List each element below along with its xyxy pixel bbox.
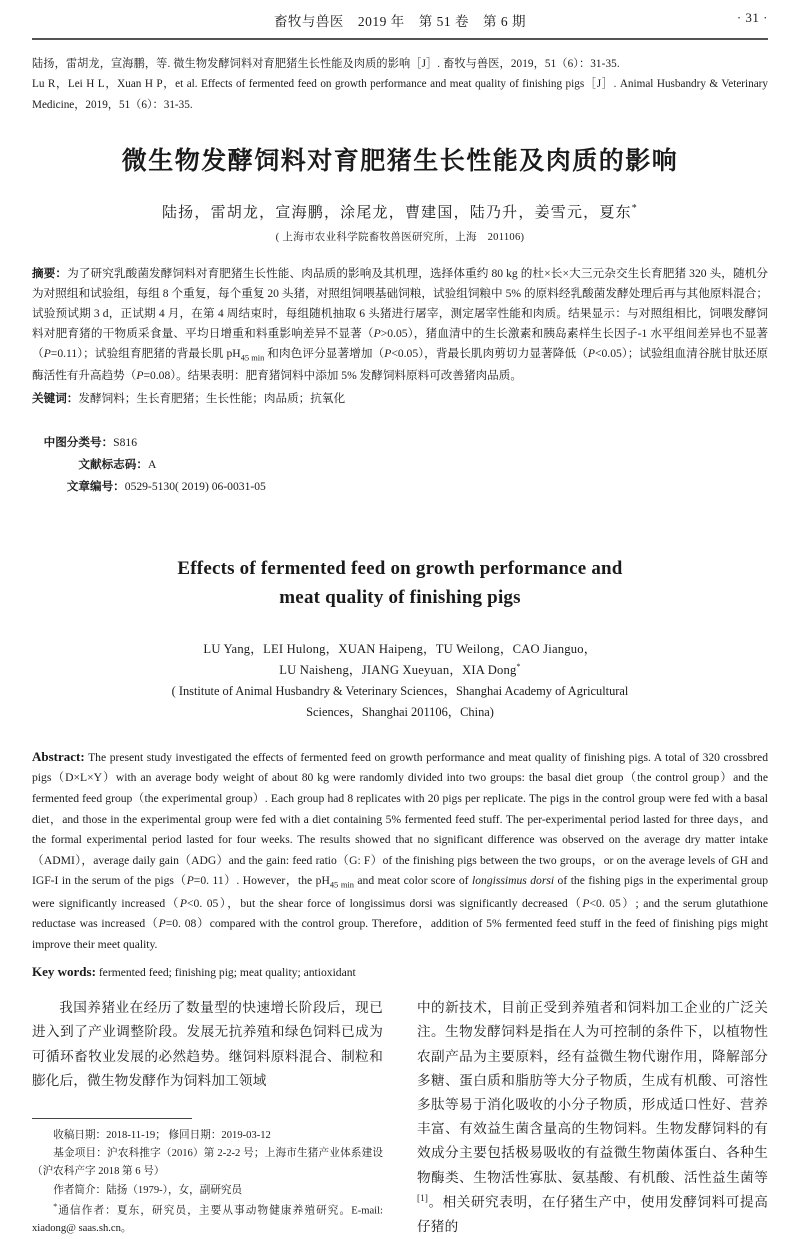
article-title-english-line2: meat quality of finishing pigs bbox=[279, 587, 521, 609]
abstract-english-stat4: P bbox=[158, 917, 166, 931]
corresponding-author-value: 夏东，研究员，主要从事动物健康养殖研究。E-mail: xiadong@ saas.sh.cn。 bbox=[32, 1205, 384, 1235]
abstract-chinese-p3: =0.11）；试验组育肥猪的背最长肌 pH bbox=[50, 346, 241, 360]
keywords-chinese-value: 发酵饲料；生长育肥猪；生长性能；肉品质；抗氧化 bbox=[78, 391, 346, 405]
abstract-english-stat2: P bbox=[179, 896, 187, 910]
abstract-chinese-label: 摘要： bbox=[32, 267, 68, 281]
classification-line bbox=[32, 410, 768, 520]
body-paragraph-right-p1: 中的新技术，目前正受到养殖者和饲料加工企业的广泛关注。生物发酵饲料是指在人为可控制的条件下，以植物性农副产品为主要原料，经有益微生物代谢作用，降解部分多糖、蛋白质和脂肪等大分子物质，生成有机酸、可溶性多肽等易于消化吸收的小分子物质，形成适口性好、营养丰富、有效益生菌含量高的生物饲料。生物发酵饲料的有效成分主要包括极易吸收的有益微生物菌体蛋白、各种生物酶类、生物活性寡肽、氨基酸、有机酸、活性益生菌等 bbox=[417, 1000, 768, 1185]
author-bio-value: 陆扬（1979-），女，副研究员 bbox=[106, 1184, 243, 1196]
citation-english: Lu R，Lei H L，Xuan H P，et al. Effects of fermented feed on growth performance and meat quality of finishing pigs［J］. Animal Husbandry & Veterinary Medicine，2019，51（6）：31-35. bbox=[32, 78, 768, 111]
fund-label: 基金项目： bbox=[53, 1148, 108, 1160]
keywords-chinese bbox=[32, 388, 768, 410]
abstract-chinese-p5: <0.05），背最长肌肉剪切力显著降低（ bbox=[391, 346, 588, 360]
abstract-chinese-stat5: P bbox=[136, 368, 144, 382]
footnote-received-date bbox=[32, 1127, 383, 1145]
reference-marker-1: [1] bbox=[417, 1192, 429, 1203]
received-date-value: 2018-11-19； bbox=[106, 1129, 166, 1141]
abstract-chinese bbox=[32, 264, 768, 385]
affiliation-english bbox=[32, 681, 768, 723]
abstract-chinese-stat1: P bbox=[373, 326, 381, 340]
received-date-label: 收稿日期： bbox=[53, 1129, 107, 1141]
body-text-right bbox=[417, 996, 768, 1238]
abstract-chinese-stat4: P bbox=[587, 346, 595, 360]
authors-english-line1: LU Yang，LEI Hulong，XUAN Haipeng，TU Weilong，CAO Jianguo， bbox=[203, 641, 597, 656]
authors-chinese-names: 陆扬，雷胡龙，宣海鹏，涂尾龙，曹建国，陆乃升，姜雪元，夏东 bbox=[161, 205, 632, 222]
body-columns bbox=[32, 996, 768, 1238]
running-head bbox=[32, 10, 768, 34]
body-column-right bbox=[417, 996, 768, 1238]
keywords-english-label: Key words: bbox=[32, 963, 96, 979]
clc-value: S816 bbox=[113, 435, 138, 449]
keywords-chinese-label: 关键词： bbox=[32, 391, 79, 405]
abstract-chinese-p7: =0.08）。结果表明：肥育猪饲料中添加 5% 发酵饲料原料可改善猪肉品质。 bbox=[143, 368, 522, 382]
abstract-english-p2: =0. 11）. However，the pH bbox=[193, 874, 330, 888]
body-paragraph-right-p2: 。相关研究表明，在仔猪生产中，使用发酵饲料可提高仔猪的 bbox=[417, 1194, 768, 1234]
revised-date-label: 修回日期： bbox=[168, 1129, 222, 1141]
keywords-english-value: fermented feed; finishing pig; meat quality; antioxidant bbox=[95, 965, 356, 979]
article-title-chinese: 微生物发酵饲料对育肥猪生长性能及肉质的影响 bbox=[121, 146, 679, 176]
fund-value: 沪农科推字（2016）第 2-2-2 号；上海市生猪产业体系建设（沪农科产字 2018 第 6 号） bbox=[32, 1148, 384, 1178]
authors-english bbox=[32, 639, 768, 682]
article-id-label: 文章编号： bbox=[66, 479, 125, 493]
footnote-fund bbox=[32, 1145, 383, 1181]
document-code-value: A bbox=[147, 457, 157, 471]
abstract-chinese-p2: >0.05），猪血清中的生长激素和胰岛素样生长因子-1 水平组间差异也不显著（ bbox=[32, 326, 768, 360]
keywords-english bbox=[32, 960, 768, 985]
page-number: · 31 · bbox=[736, 10, 768, 25]
abstract-english-stat3: P bbox=[582, 896, 590, 910]
abstract-english-p7: =0. 08）compared with the control group. Therefore，addition of 5% fermented feed stuff in the feed of finishing pigs might improve their meet quality. bbox=[32, 917, 768, 951]
abstract-english-label: Abstract: bbox=[32, 748, 85, 764]
journal-issue-line: 畜牧与兽医 2019 年 第 51 卷 第 6 期 bbox=[273, 14, 527, 29]
abstract-chinese-ph-subscript: 45 min bbox=[240, 353, 265, 363]
affiliation-english-line1: ( Institute of Animal Husbandry & Veterinary Sciences，Shanghai Academy of Agricultural bbox=[171, 684, 629, 699]
clc-label: 中图分类号： bbox=[43, 435, 114, 449]
body-text-left bbox=[32, 996, 383, 1093]
corresponding-author-marker: * bbox=[631, 203, 638, 215]
footnotes bbox=[32, 1127, 383, 1239]
footnote-corresponding-author bbox=[32, 1200, 383, 1239]
abstract-english-p6: <0. 05）; and the serum glutathione reductase was increased（ bbox=[32, 896, 768, 931]
footnote-divider bbox=[32, 1118, 192, 1119]
abstract-english-ph-subscript: 45 min bbox=[329, 880, 354, 890]
authors-english-line2: LU Naisheng，JIANG Xueyuan，XIA Dong bbox=[279, 662, 517, 677]
article-title-english bbox=[32, 554, 768, 613]
abstract-chinese-p4: 和肉色评分显著增加（ bbox=[264, 346, 385, 360]
corresponding-author-marker-english: * bbox=[516, 661, 521, 671]
body-paragraph-left: 我国养猪业在经历了数量型的快速增长阶段后，现已进入到了产业调整阶段。发展无抗养殖和绿色饲料已成为可循环畜牧业发展的必然趋势。继饲料原料混合、制粒和膨化后，微生物发酵作为饲料加工领域 bbox=[32, 1000, 383, 1088]
abstract-english-p4: of the fishing pigs in the experimental group were significantly increased（ bbox=[32, 874, 768, 910]
abstract-english-p5: <0. 05），but the shear force of longissimus dorsi was significantly decreased（ bbox=[187, 896, 583, 910]
body-column-left bbox=[32, 996, 383, 1238]
authors-chinese bbox=[32, 201, 768, 222]
article-title-english-line1: Effects of fermented feed on growth performance and bbox=[177, 557, 623, 579]
revised-date-value: 2019-03-12 bbox=[221, 1129, 271, 1141]
corresponding-author-label: 通信作者： bbox=[57, 1205, 117, 1217]
citation-chinese: 陆扬，雷胡龙，宣海鹏，等. 微生物发酵饲料对育肥猪生长性能及肉质的影响［J］. 畜牧与兽医，2019，51（6）：31-35. bbox=[32, 58, 620, 70]
author-bio-label: 作者简介： bbox=[53, 1184, 107, 1196]
abstract-chinese-p1: 为了研究乳酸菌发酵饲料对育肥猪生长性能、肉品质的影响及其机理，选择体重约 80 kg 的杜×长×大三元杂交生长育肥猪 320 头，随机分为对照组和试验组，每组 8 个重复，每个重复 20 头猪，对照组饲喂基础饲粮，试验组饲粮中 5% 的原料经乳酸菌发酵处理后再与其他原料混合；试验预试期 3 d，正试期 4 月，在第 4 周结束时，每组随机抽取 6 头猪进行屠宰，测定屠宰性能和肉质。结果显示：与对照组相比，饲喂发酵饲料对肥育猪的干物质采食量、平均日增重和料重影响差异不显著（ bbox=[32, 267, 768, 340]
footnote-block bbox=[32, 1118, 383, 1239]
authors-english-line2-wrap bbox=[32, 660, 768, 681]
document-code-label: 文献标志码： bbox=[78, 457, 148, 471]
corresponding-author-footnote-marker: * bbox=[53, 1201, 58, 1211]
abstract-chinese-p6: <0.05）；试验组血清谷胱甘肽还原酶活性有升高趋势（ bbox=[32, 346, 769, 382]
abstract-english-p1: The present study investigated the effects of fermented feed on growth performance and meat quality of finishing pigs. A total of 320 crossbred pigs（D×L×Y）with an average body weight of about 80 kg were randomly divided into two groups: the basal diet group（the control group）and the fermented feed group（the experimental group）. Each group had 8 replicates with 20 pigs per replicate. The pigs in the control group were fed with a basal diet，and those in the experimental group were fed with a diet containing 5% fermented feed stuff. The per-experimental period lasted for three days，and the formal experimental period lasted for four weeks. The results showed that no significant difference was observed on the average dry matter intake（ADMI），average daily gain（ADG）and the gain: feed ratio（G: F）of the finishing pigs between the two groups，or on the average levels of GH and IGF-I in the serum of the pigs（ bbox=[32, 750, 768, 888]
abstract-english-p3: and meat color score of bbox=[353, 874, 472, 888]
abstract-english-italic-species: longissimus dorsi bbox=[472, 874, 555, 888]
abstract-english-stat1: P bbox=[186, 874, 194, 888]
footnote-author-bio bbox=[32, 1182, 383, 1200]
affiliation-chinese: ( 上海市农业科学院畜牧兽医研究所，上海 201106) bbox=[275, 232, 525, 244]
header-divider bbox=[32, 38, 768, 40]
abstract-english bbox=[32, 745, 768, 956]
article-id-value: 0529-5130( 2019) 06-0031-05 bbox=[124, 479, 266, 493]
affiliation-english-line2: Sciences，Shanghai 201106，China) bbox=[306, 704, 494, 719]
abstract-chinese-stat2: P bbox=[43, 346, 51, 360]
abstract-chinese-stat3: P bbox=[384, 346, 392, 360]
citation-block bbox=[32, 54, 768, 115]
